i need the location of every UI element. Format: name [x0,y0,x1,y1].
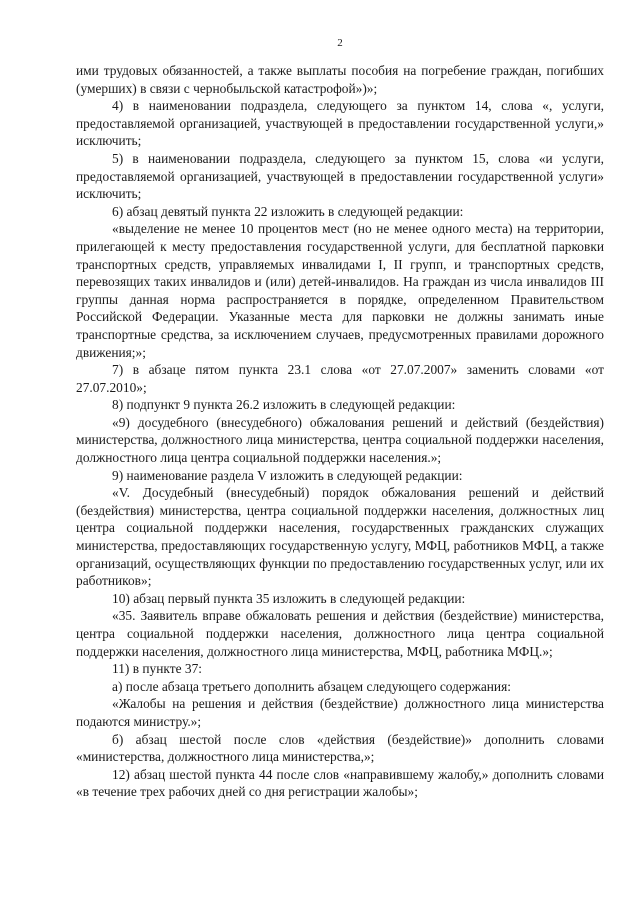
paragraph-item-6-quote: «выделение не менее 10 процентов мест (но не менее одного места) на территории, прилегающей к месту предоставления государственной услуги, для бесплатной парковки транспортных средств, управляемых инвалидами I, II групп, и транспортных средств, перевозящих таких инвалидов и (или) детей-инвалидов. На граждан из числа инвалидов III группы данная норма распространяется в порядке, определенном Правительством Российской Федерации. Указанные места для парковки не должны занимать иные транспортные средства, за исключением случаев, предусмотренных правилами дорожного движения;»; [76,221,604,360]
paragraph-item-9: 9) наименование раздела V изложить в следующей редакции: [112,467,463,483]
paragraph-item-10: 10) абзац первый пункта 35 изложить в следующей редакции: [112,590,466,606]
paragraph-item-7: 7) в абзаце пятом пункта 23.1 слова «от 27.07.2007» заменить словами «от 27.07.2010»; [76,362,604,395]
page-number: 2 [337,37,343,49]
paragraph-item-6: 6) абзац девятый пункта 22 изложить в следующей редакции: [112,203,464,219]
document-page [76,36,604,886]
paragraph-item-11a: а) после абзаца третьего дополнить абзацем следующего содержания: [112,678,511,694]
paragraph-continuation: ими трудовых обязанностей, а также выплаты пособия на погребение граждан, погибших (умерших) в связи с чернобыльской катастрофой»)»; [76,63,604,96]
paragraph-item-11a-quote: «Жалобы на решения и действия (бездействие) должностного лица министерства подаются министру.»; [76,696,604,729]
paragraph-item-11: 11) в пункте 37: [112,661,202,677]
paragraph-item-12: 12) абзац шестой пункта 44 после слов «направившему жалобу,» дополнить словами «в течение трех рабочих дней со дня регистрации жалобы»; [76,766,604,800]
paragraph-item-8: 8) подпункт 9 пункта 26.2 изложить в следующей редакции: [112,397,456,413]
paragraph-item-10-quote: «35. Заявитель вправе обжаловать решения и действия (бездействие) министерства, центра социальной поддержки населения, должностного лица центра социальной поддержки населения, должностного лица министерства, МФЦ, работника МФЦ.»; [76,608,604,659]
paragraph-item-5: 5) в наименовании подраздела, следующего за пунктом 15, слова «и услуги, предоставляемой организацией, участвующей в предоставлении государственной услуги» исключить; [76,150,604,202]
paragraph-item-9-quote: «V. Досудебный (внесудебный) порядок обжалования решений и действий (бездействия) министерства, центра социальной поддержки населения, должностных лиц центра социальной поддержки населения, государственных гражданских служащих министерства, предоставляющих государственную услугу, МФЦ, работников МФЦ, а также организаций, осуществляющих функции по предоставлению государственных услуг, или их работников»; [76,485,604,589]
paragraph-item-4: 4) в наименовании подраздела, следующего за пунктом 14, слова «, услуги, предоставляемой организацией, участвующей в предоставлении государственной услуги,» исключить; [76,98,604,149]
paragraph-item-11b: б) абзац шестой после слов «действия (бездействие)» дополнить словами «министерства, должностного лица министерства,»; [76,731,604,765]
paragraph-item-8-quote: «9) досудебного (внесудебного) обжалования решений и действий (бездействия) министерства, должностного лица министерства, центра социальной поддержки населения, должностного лица центра социальной поддержки населения.»; [76,414,604,466]
